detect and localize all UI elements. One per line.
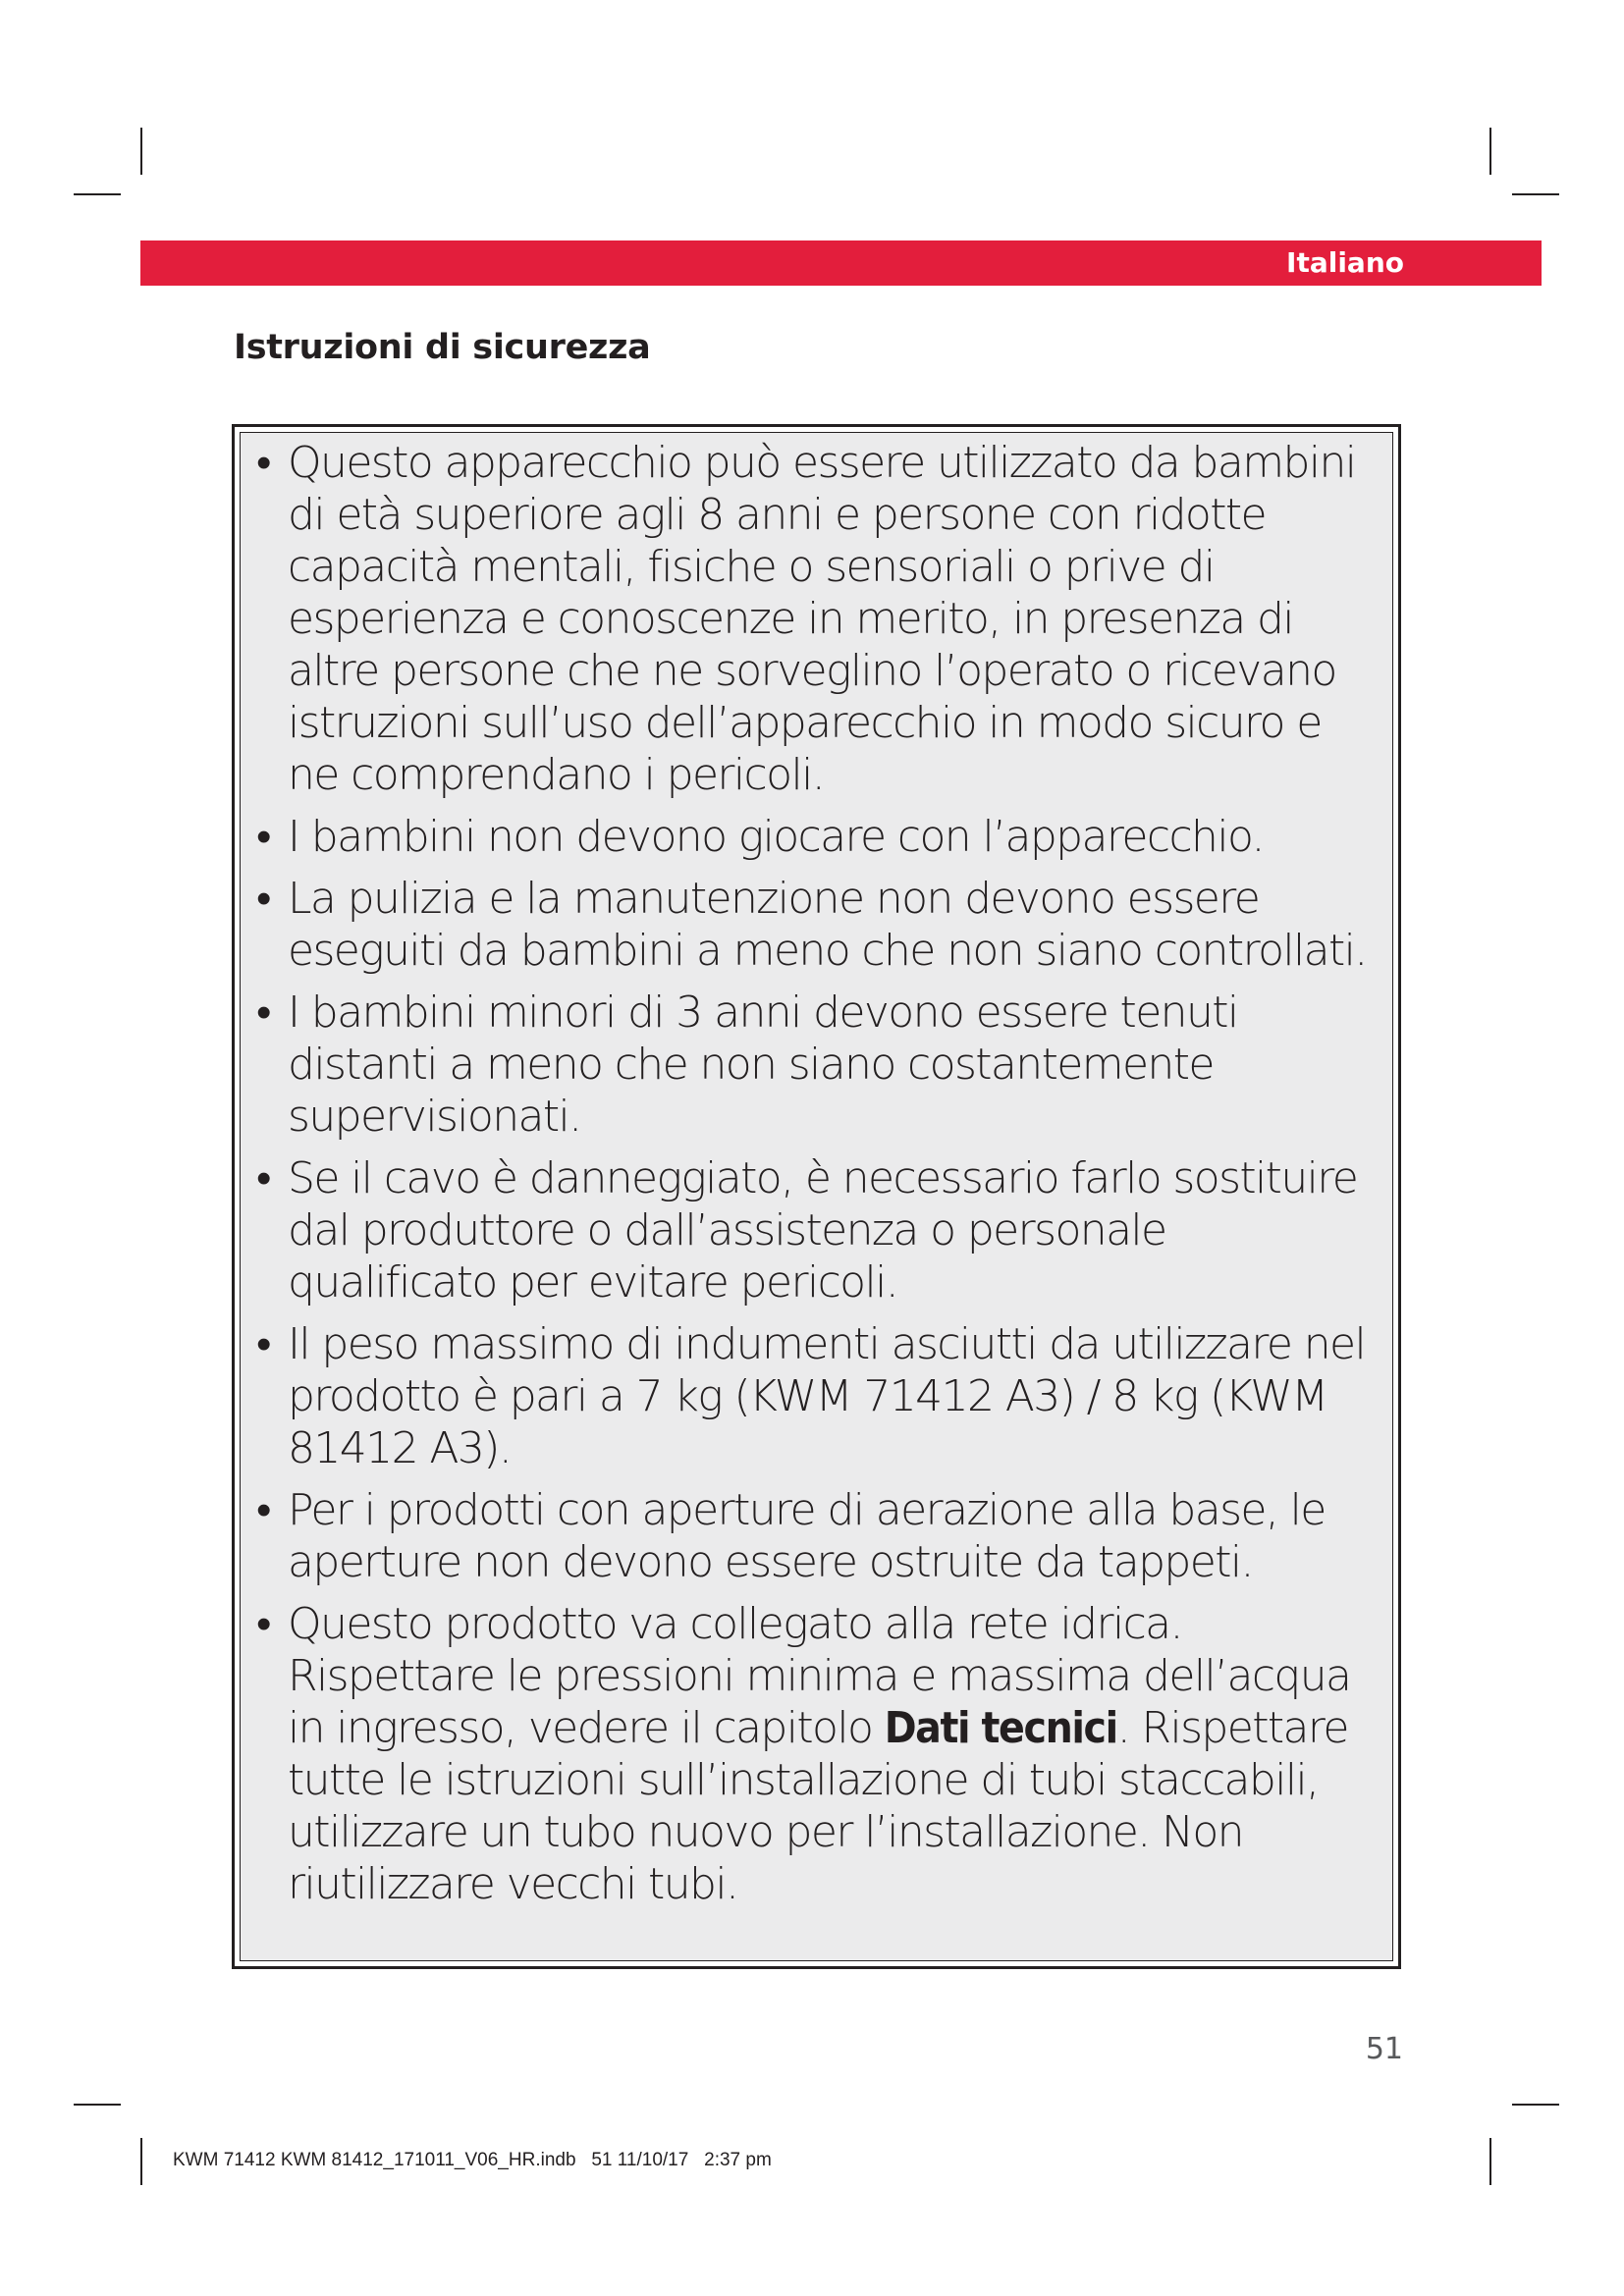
bullet-item bbox=[256, 1152, 1380, 1308]
warning-box-inner bbox=[240, 432, 1393, 1961]
bullet-dot-icon: • bbox=[256, 1319, 270, 1369]
language-label: Italiano bbox=[1286, 246, 1404, 279]
bullet-item bbox=[256, 1598, 1380, 1910]
crop-mark bbox=[1512, 193, 1559, 195]
bullet-text: La pulizia e la manutenzione non devono essere eseguiti da bambini a meno che non siano controllati. bbox=[288, 874, 1367, 976]
crop-mark bbox=[1489, 128, 1491, 175]
section-title: Istruzioni di sicurezza bbox=[234, 328, 651, 367]
bullet-dot-icon: • bbox=[256, 874, 270, 924]
bullet-dot-icon: • bbox=[256, 1153, 270, 1203]
crop-mark bbox=[1489, 2138, 1491, 2185]
chapter-reference: Dati tecnici bbox=[884, 1703, 1117, 1753]
bullet-dot-icon: • bbox=[256, 1485, 270, 1535]
bullet-item bbox=[256, 437, 1380, 801]
bullet-dot-icon: • bbox=[256, 812, 270, 862]
print-slug: KWM 71412 KWM 81412_171011_V06_HR.indb 51 11/10/17 2:37 pm bbox=[173, 2150, 772, 2170]
bullet-text-start: Questo prodotto va collegato alla rete idrica. Rispettare le pressioni minima e massima dell’acqua in ingresso, vedere il capitolo bbox=[288, 1599, 1351, 1753]
bullet-text-end: . Rispettare tutte le istruzioni sull’installazione di tubi staccabili, utilizzare un tubo nuovo per l’installazione. Non riutilizzare vecchi tubi. bbox=[288, 1703, 1348, 1909]
bullet-text: Se il cavo è danneggiato, è necessario farlo sostituire dal produttore o dall’assistenza o personale qualificato per evitare pericoli. bbox=[288, 1153, 1358, 1308]
crop-mark bbox=[74, 193, 121, 195]
crop-mark bbox=[1512, 2104, 1559, 2106]
bullet-item bbox=[256, 873, 1380, 977]
crop-mark bbox=[140, 2138, 142, 2185]
bullet-text: I bambini minori di 3 anni devono essere tenuti distanti a meno che non siano costantemente supervisionati. bbox=[288, 988, 1238, 1142]
bullet-item bbox=[256, 1318, 1380, 1474]
bullet-item bbox=[256, 1484, 1380, 1588]
bullet-text: Per i prodotti con aperture di aerazione alla base, le aperture non devono essere ostruite da tappeti. bbox=[288, 1485, 1326, 1587]
language-header-bar bbox=[140, 240, 1542, 286]
bullet-text: I bambini non devono giocare con l’apparecchio. bbox=[288, 812, 1264, 862]
crop-mark bbox=[140, 128, 142, 175]
bullet-dot-icon: • bbox=[256, 438, 270, 488]
bullet-dot-icon: • bbox=[256, 988, 270, 1038]
crop-mark bbox=[74, 2104, 121, 2106]
bullet-item bbox=[256, 811, 1380, 863]
bullet-text: Il peso massimo di indumenti asciutti da utilizzare nel prodotto è pari a 7 kg (KWM 71412 A3) / 8 kg (KWM 81412 A3). bbox=[288, 1319, 1366, 1473]
bullet-dot-icon: • bbox=[256, 1599, 270, 1649]
safety-warning-box bbox=[232, 424, 1401, 1969]
bullet-item bbox=[256, 987, 1380, 1143]
safety-bullet-list bbox=[256, 437, 1380, 1920]
bullet-text: Questo apparecchio può essere utilizzato da bambini di età superiore agli 8 anni e persone con ridotte capacità mentali, fisiche o sensoriali o prive di esperienza e conoscenze in merito, in presenza di altre persone che ne sorveglino l’operato o ricevano istruzioni sull’uso dell’apparecchio in modo sicuro e ne comprendano i pericoli. bbox=[288, 438, 1356, 800]
page-number: 51 bbox=[1365, 2032, 1403, 2066]
